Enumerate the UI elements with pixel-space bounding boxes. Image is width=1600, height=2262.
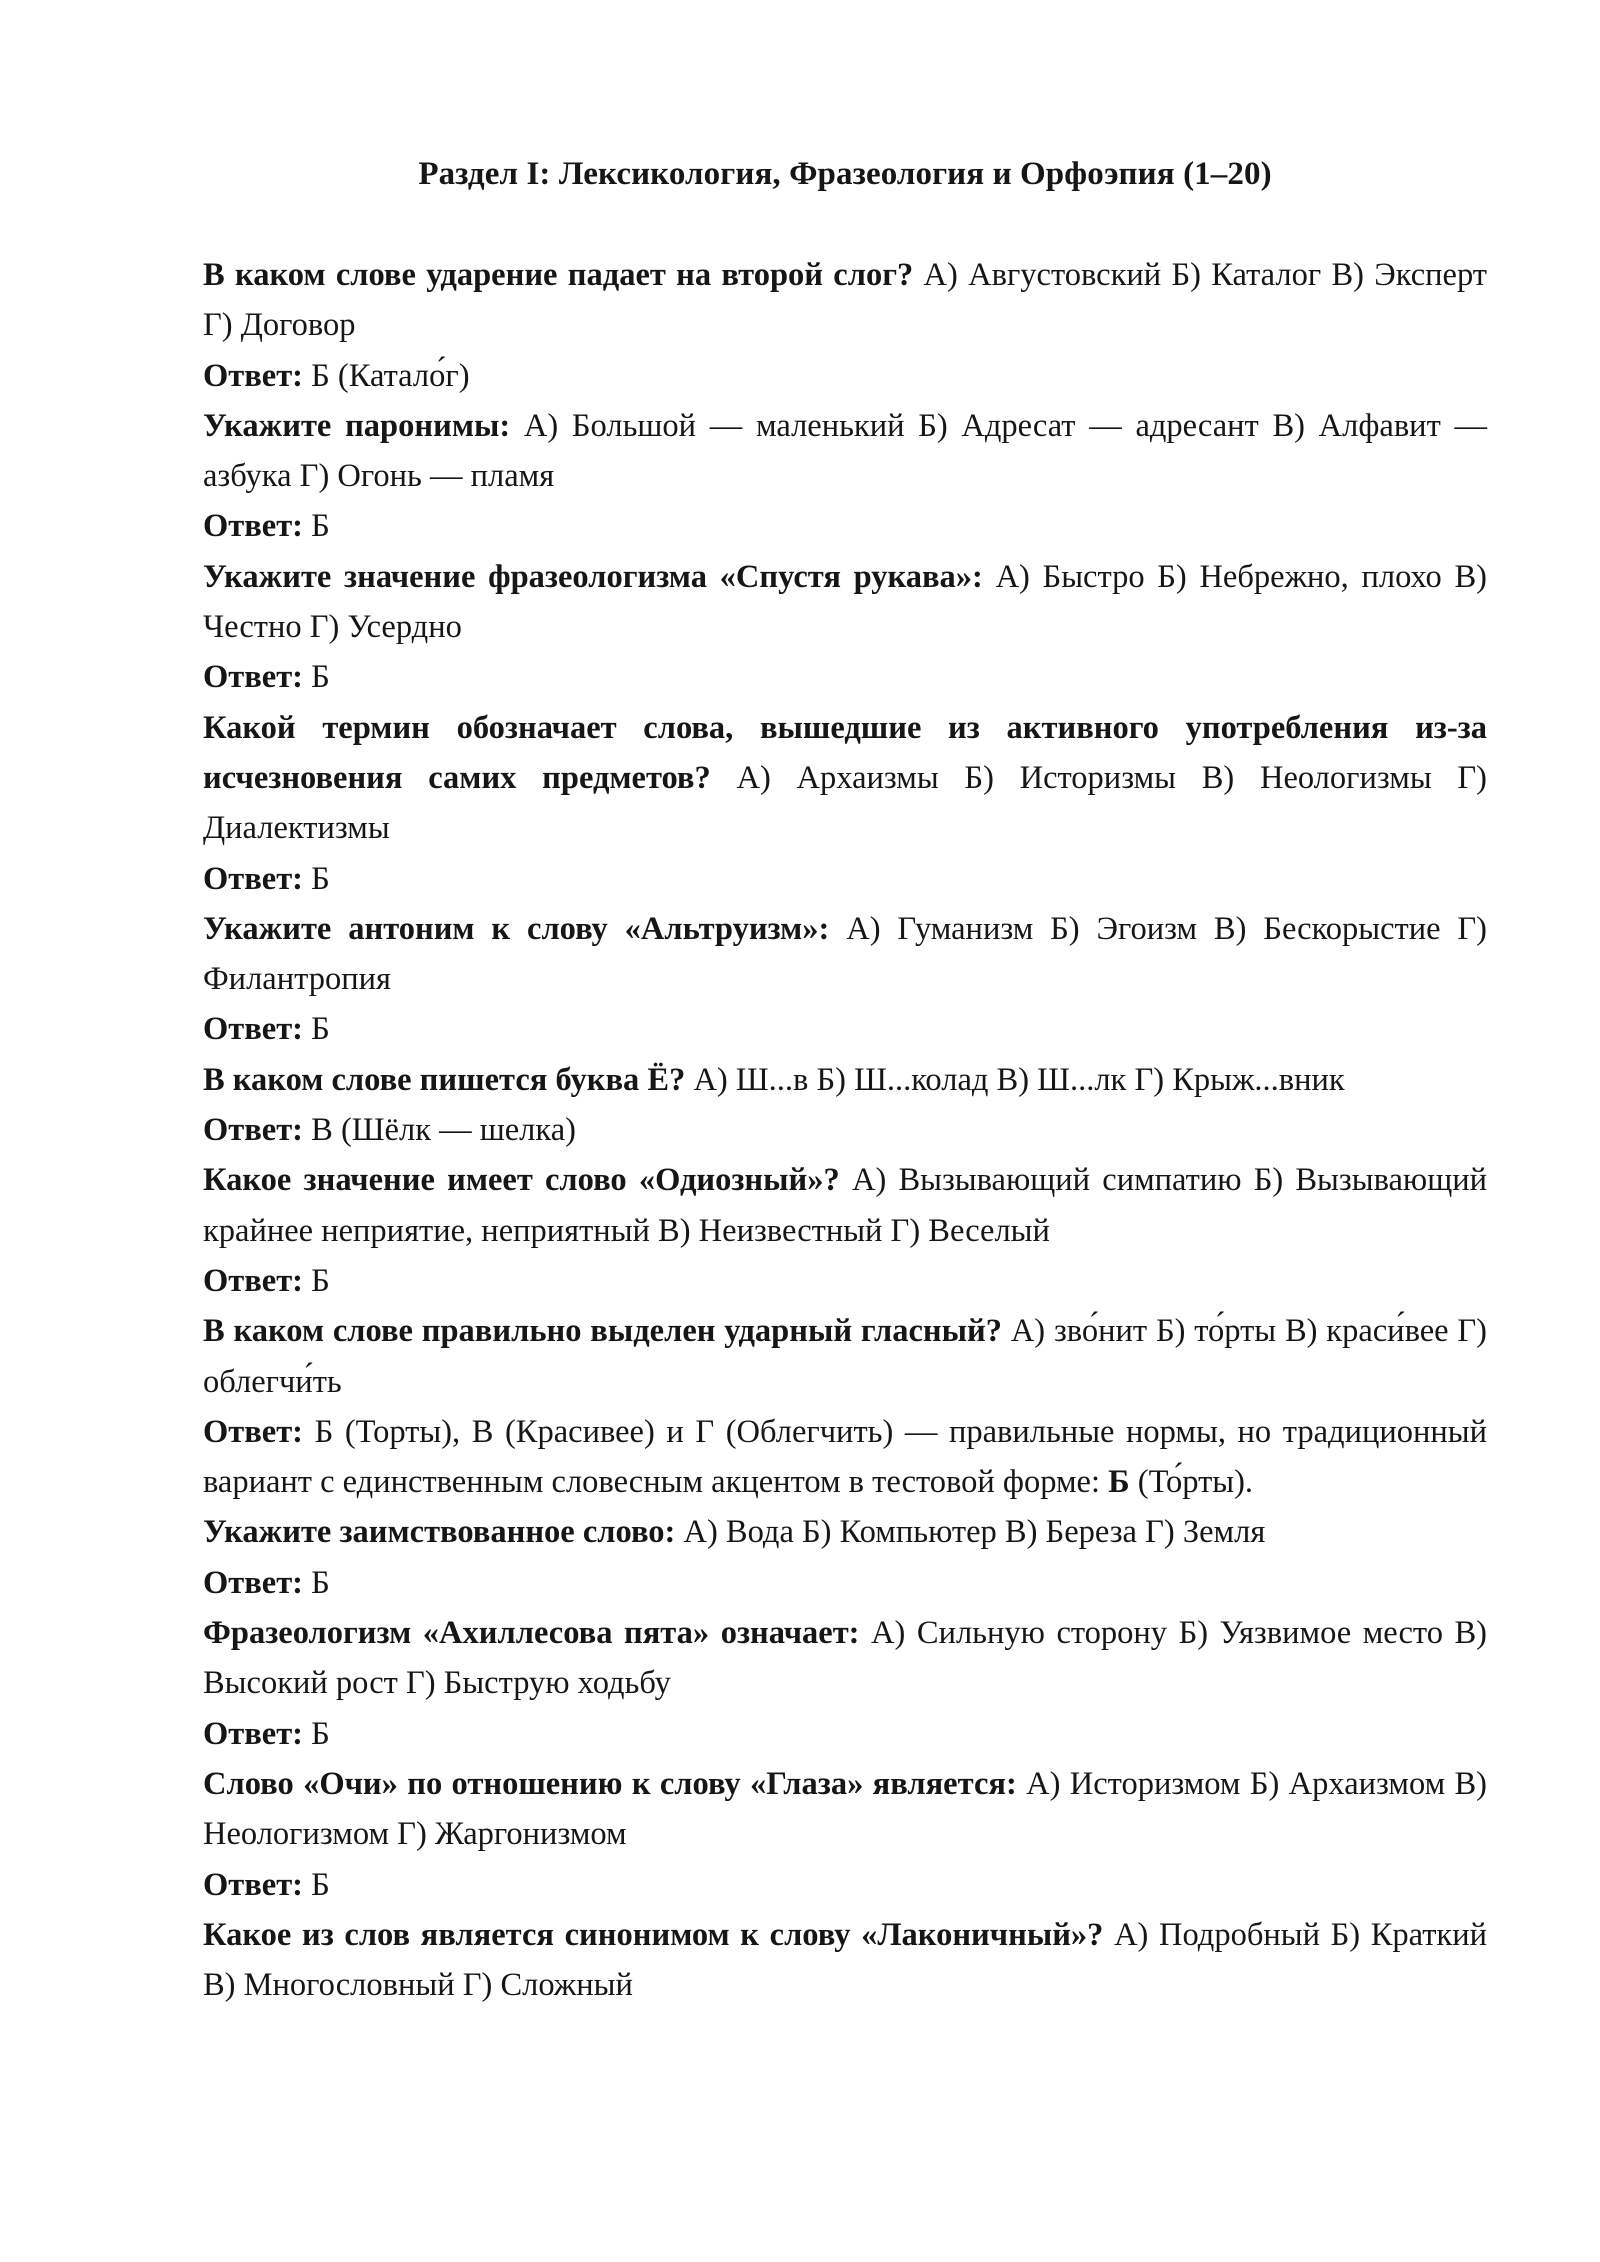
answer-5	[203, 1004, 1487, 1054]
question-3	[203, 552, 1487, 653]
answer-7	[203, 1256, 1487, 1306]
answer-2-label: Ответ:	[203, 508, 304, 545]
answer-7-label: Ответ:	[203, 1262, 304, 1299]
answer-1-value: Б (Катало́г)	[311, 357, 470, 394]
question-11-options: А) Историзмом Б) Архаизмом В) Неологизмом Г) Жаргонизмом	[203, 1765, 1488, 1853]
question-4-options: А) Архаизмы Б) Историзмы В) Неологизмы Г) Диалектизмы	[203, 759, 1488, 847]
answer-10	[203, 1709, 1487, 1759]
question-2-options: А) Большой — маленький Б) Адресат — адресант В) Алфавит — азбука Г) Огонь — пламя	[203, 407, 1487, 495]
answer-11-label: Ответ:	[203, 1866, 304, 1903]
answer-8	[203, 1407, 1487, 1508]
question-3-text: Укажите значение фразеологизма «Спустя рукава»:	[203, 558, 983, 595]
question-2	[203, 401, 1487, 502]
answer-3-value: Б	[311, 659, 330, 696]
question-1	[203, 250, 1487, 351]
answer-6-label: Ответ:	[203, 1112, 304, 1149]
answer-10-label: Ответ:	[203, 1715, 304, 1752]
question-1-options: А) Августовский Б) Каталог В) Эксперт Г) Договор	[203, 257, 1487, 344]
question-10	[203, 1608, 1487, 1709]
question-8-options: А) зво́нит Б) то́рты В) краси́вее Г) облегчи́ть	[203, 1313, 1488, 1400]
answer-1-label: Ответ:	[203, 357, 304, 394]
question-5	[203, 904, 1487, 1005]
question-9-options: А) Вода Б) Компьютер В) Береза Г) Земля	[683, 1514, 1266, 1551]
answer-3	[203, 652, 1487, 702]
answer-7-value: Б	[311, 1262, 330, 1299]
question-6-options: А) Ш...в Б) Ш...колад В) Ш...лк Г) Крыж...вник	[693, 1061, 1345, 1098]
answer-4-value: Б	[311, 860, 330, 897]
question-7-text: Какое значение имеет слово «Одиозный»?	[203, 1162, 840, 1199]
question-3-options: А) Быстро Б) Небрежно, плохо В) Честно Г) Усердно	[203, 558, 1487, 646]
question-2-text: Укажите паронимы:	[203, 407, 511, 444]
question-12-text: Какое из слов является синонимом к слову «Лаконичный»?	[203, 1916, 1104, 1953]
answer-10-value: Б	[311, 1715, 330, 1752]
answer-5-label: Ответ:	[203, 1011, 304, 1048]
answer-4-label: Ответ:	[203, 860, 304, 897]
question-8	[203, 1306, 1487, 1407]
question-5-options: А) Гуманизм Б) Эгоизм В) Бескорыстие Г) Филантропия	[203, 910, 1487, 998]
question-10-options: А) Сильную сторону Б) Уязвимое место В) Высокий рост Г) Быструю ходьбу	[203, 1615, 1487, 1702]
question-1-text: В каком слове ударение падает на второй слог?	[203, 257, 914, 293]
answer-1	[203, 351, 1487, 401]
answer-6-value: В (Шёлк — шелка)	[311, 1112, 576, 1149]
answer-4	[203, 854, 1487, 904]
question-11-text: Слово «Очи» по отношению к слову «Глаза» является:	[203, 1765, 1017, 1802]
answer-8-highlight: Б	[1108, 1464, 1130, 1501]
answer-8-value: Б (Торты), В (Красивее) и Г (Облегчить) — правильные нормы, но традиционный вариант с единственным словесным акцентом в тестовой форме:	[203, 1413, 1488, 1501]
question-4-text: Какой термин обозначает слова, вышедшие из активного употребления из-за исчезновения самих предметов?	[203, 709, 1487, 796]
question-7-options: А) Вызывающий симпатию Б) Вызывающий крайнее неприятие, неприятный В) Неизвестный Г) Веселый	[203, 1162, 1488, 1249]
answer-11	[203, 1860, 1487, 1910]
question-6	[203, 1055, 1487, 1105]
answer-5-value: Б	[311, 1011, 330, 1048]
answer-9-value: Б	[311, 1564, 330, 1601]
answer-2-value: Б	[311, 508, 330, 545]
answer-8-tail: (То́рты).	[1137, 1464, 1254, 1501]
question-list	[203, 250, 1487, 2010]
answer-11-value: Б	[311, 1866, 330, 1903]
section-title: Раздел I: Лексикология, Фразеология и Орфоэпия (1–20)	[418, 156, 1272, 192]
question-12	[203, 1910, 1487, 2011]
answer-2	[203, 501, 1487, 551]
question-9	[203, 1507, 1487, 1557]
answer-8-label: Ответ:	[203, 1413, 304, 1450]
question-10-text: Фразеологизм «Ахиллесова пята» означает:	[203, 1615, 860, 1652]
question-9-text: Укажите заимствованное слово:	[203, 1514, 676, 1551]
answer-3-label: Ответ:	[203, 659, 304, 696]
question-11	[203, 1759, 1487, 1860]
question-8-text: В каком слове правильно выделен ударный гласный?	[203, 1313, 1002, 1350]
question-12-options: А) Подробный Б) Краткий В) Многословный Г) Сложный	[203, 1916, 1488, 2004]
answer-9	[203, 1558, 1487, 1608]
question-7	[203, 1155, 1487, 1256]
answer-9-label: Ответ:	[203, 1564, 304, 1601]
question-6-text: В каком слове пишется буква Ё?	[203, 1061, 686, 1098]
question-5-text: Укажите антоним к слову «Альтруизм»:	[203, 910, 830, 947]
answer-6	[203, 1105, 1487, 1155]
question-4	[203, 703, 1487, 854]
